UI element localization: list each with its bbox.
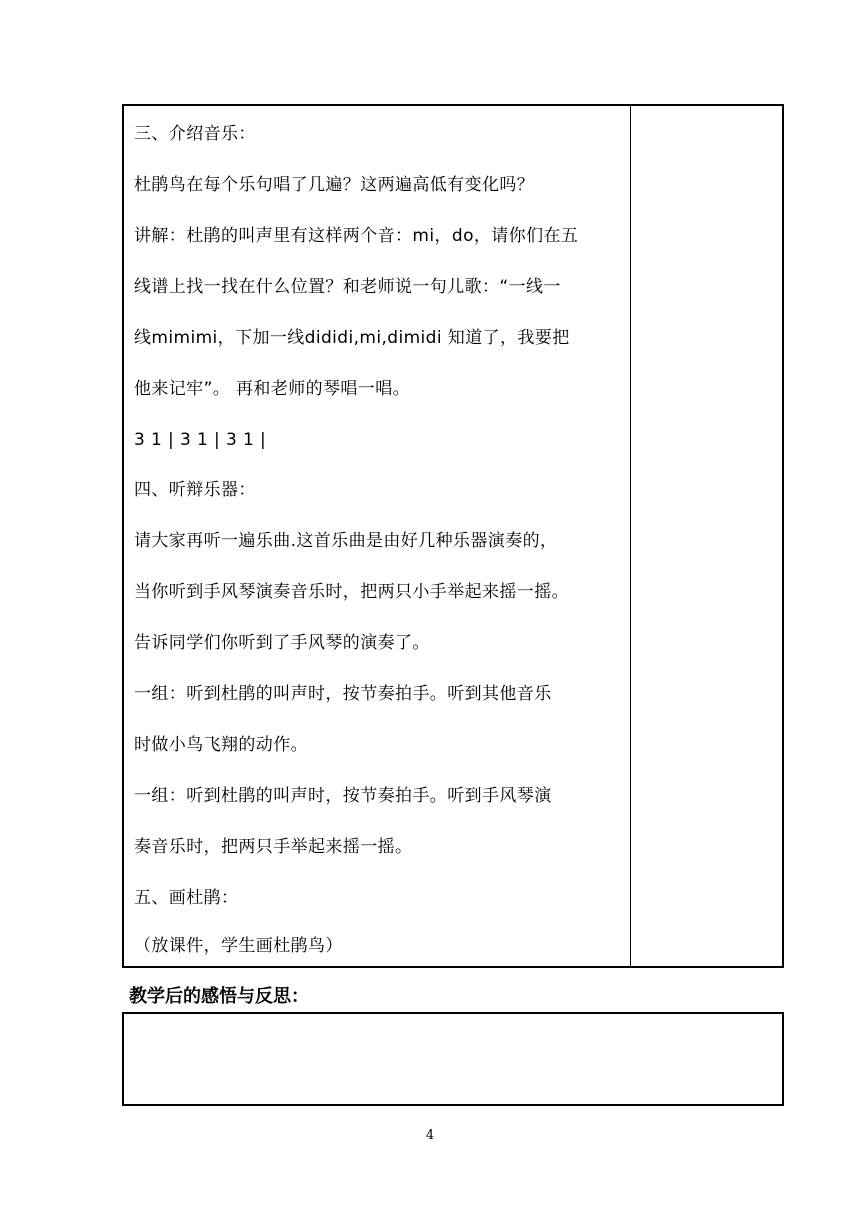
lesson-line: 一组：听到杜鹃的叫声时，按节奏拍手。听到其他音乐	[134, 684, 552, 704]
lesson-table	[122, 104, 784, 968]
lesson-line: 一组：听到杜鹃的叫声时，按节奏拍手。听到手风琴演	[134, 786, 552, 806]
reflection-title: 教学后的感悟与反思：	[129, 986, 309, 1007]
lesson-line: 奏音乐时，把两只手举起来摇一摇。	[134, 837, 413, 857]
lesson-line: 请大家再听一遍乐曲.这首乐曲是由好几种乐器演奏的，	[134, 531, 558, 551]
column-divider	[630, 106, 631, 966]
lesson-line: 线mimimi，下加一线dididi,mi,dimidi 知道了，我要把	[134, 328, 570, 348]
section-heading-draw-cuckoo: 五、画杜鹃：	[134, 888, 239, 908]
lesson-line: 他来记牢”。 再和老师的琴唱一唱。	[134, 379, 411, 399]
section-heading-identify-instruments: 四、听辩乐器：	[134, 480, 256, 500]
lesson-line: 当你听到手风琴演奏音乐时，把两只小手举起来摇一摇。	[134, 582, 569, 602]
lesson-line: （放课件，学生画杜鹃鸟）	[134, 936, 343, 956]
lesson-line: 时做小鸟飞翔的动作。	[134, 735, 308, 755]
lesson-line: 线谱上找一找在什么位置？和老师说一句儿歌：“一线一	[134, 277, 561, 297]
lesson-line: 告诉同学们你听到了手风琴的演奏了。	[134, 633, 430, 653]
lesson-line: 杜鹃鸟在每个乐句唱了几遍？这两遍高低有变化吗？	[134, 175, 535, 195]
lesson-content-cell	[124, 106, 630, 966]
page-number: 4	[425, 1128, 435, 1143]
notation-line: 3 1 | 3 1 | 3 1 |	[134, 430, 267, 450]
reflection-box	[122, 1012, 784, 1106]
lesson-line: 讲解：杜鹃的叫声里有这样两个音：mi，do，请你们在五	[134, 226, 579, 246]
section-heading-intro-music: 三、介绍音乐：	[134, 124, 256, 144]
